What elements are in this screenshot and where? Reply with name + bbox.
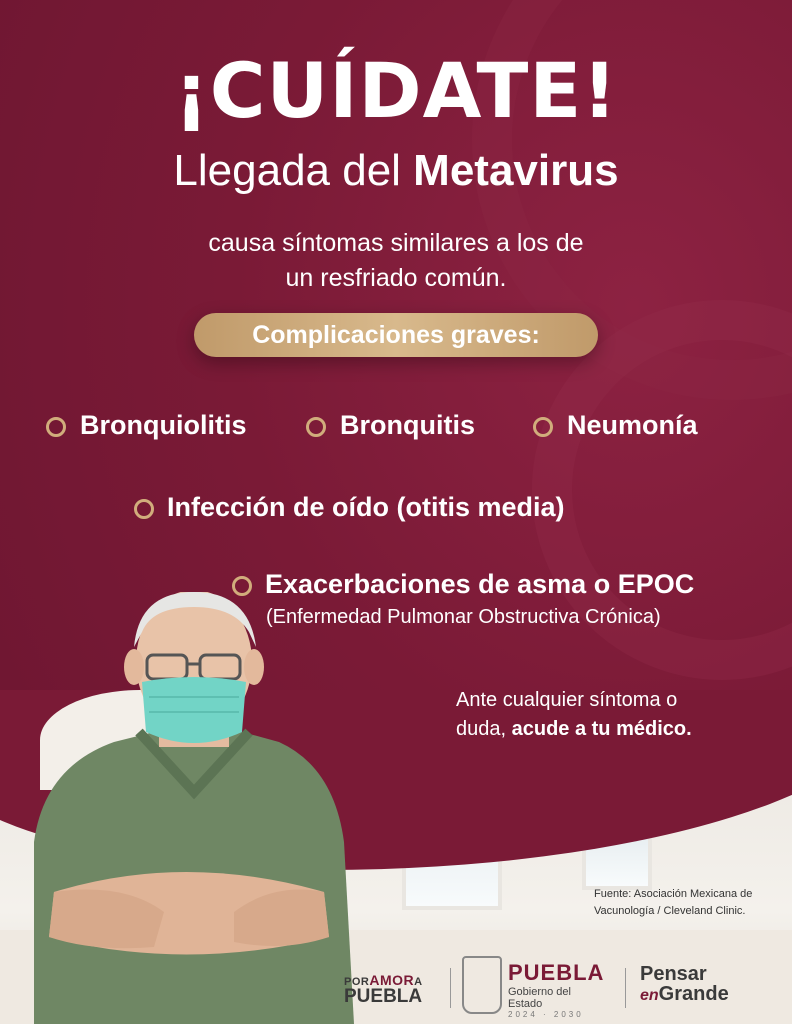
pensar-en-grande-logo (640, 964, 729, 1006)
logo-text: Grande (658, 983, 729, 1005)
cta-prefix: duda, (456, 718, 512, 740)
logo-text: Pensar (640, 963, 707, 985)
cta-bold: acude a tu médico. (511, 718, 692, 740)
call-to-action (456, 686, 692, 744)
complication-detail: (Enfermedad Pulmonar Obstructiva Crónica) (266, 606, 661, 628)
cta-line: Ante cualquier síntoma o (456, 689, 678, 711)
bullet-icon (533, 417, 553, 437)
complications-heading: Complicaciones graves: (194, 313, 598, 357)
description-line: un resfriado común. (285, 264, 507, 292)
logo-bar (340, 950, 790, 1020)
elderly-man-with-mask-image (34, 592, 354, 1024)
bullet-icon (46, 417, 66, 437)
complication-item: Infección de oído (otitis media) (167, 492, 565, 522)
divider (625, 968, 626, 1008)
description (0, 226, 792, 296)
logo-text: en (640, 987, 659, 1004)
source-line: Vacunología / Cleveland Clinic. (594, 905, 746, 917)
complication-item: Bronquiolitis (80, 410, 247, 440)
logo-text: POR (344, 976, 370, 988)
subtitle-prefix: Llegada del (173, 146, 414, 195)
logo-text: PUEBLA (508, 960, 605, 985)
source-line: Fuente: Asociación Mexicana de (594, 888, 753, 900)
logo-text: Gobierno del Estado (508, 986, 571, 1010)
poster-subtitle (0, 146, 792, 196)
logo-text: 2024 · 2030 (508, 1010, 584, 1019)
cta-line (456, 715, 692, 744)
description-line: causa síntomas similares a los de (208, 229, 584, 257)
logo-text: AMOR (369, 972, 415, 988)
complication-item: Bronquitis (340, 410, 475, 440)
por-amor-a-puebla-logo (344, 972, 423, 1006)
logo-text: PUEBLA (344, 986, 423, 1007)
bullet-icon (306, 417, 326, 437)
complication-item: Exacerbaciones de asma o EPOC (265, 569, 695, 599)
poster-title: ¡CUÍDATE! (174, 46, 618, 135)
bullet-icon (134, 499, 154, 519)
source-note (594, 886, 752, 920)
divider (450, 968, 451, 1008)
logo-text: A (414, 976, 423, 988)
state-seal-icon (462, 956, 502, 1014)
subtitle-bold: Metavirus (413, 146, 619, 195)
complication-item: Neumonía (567, 410, 698, 440)
